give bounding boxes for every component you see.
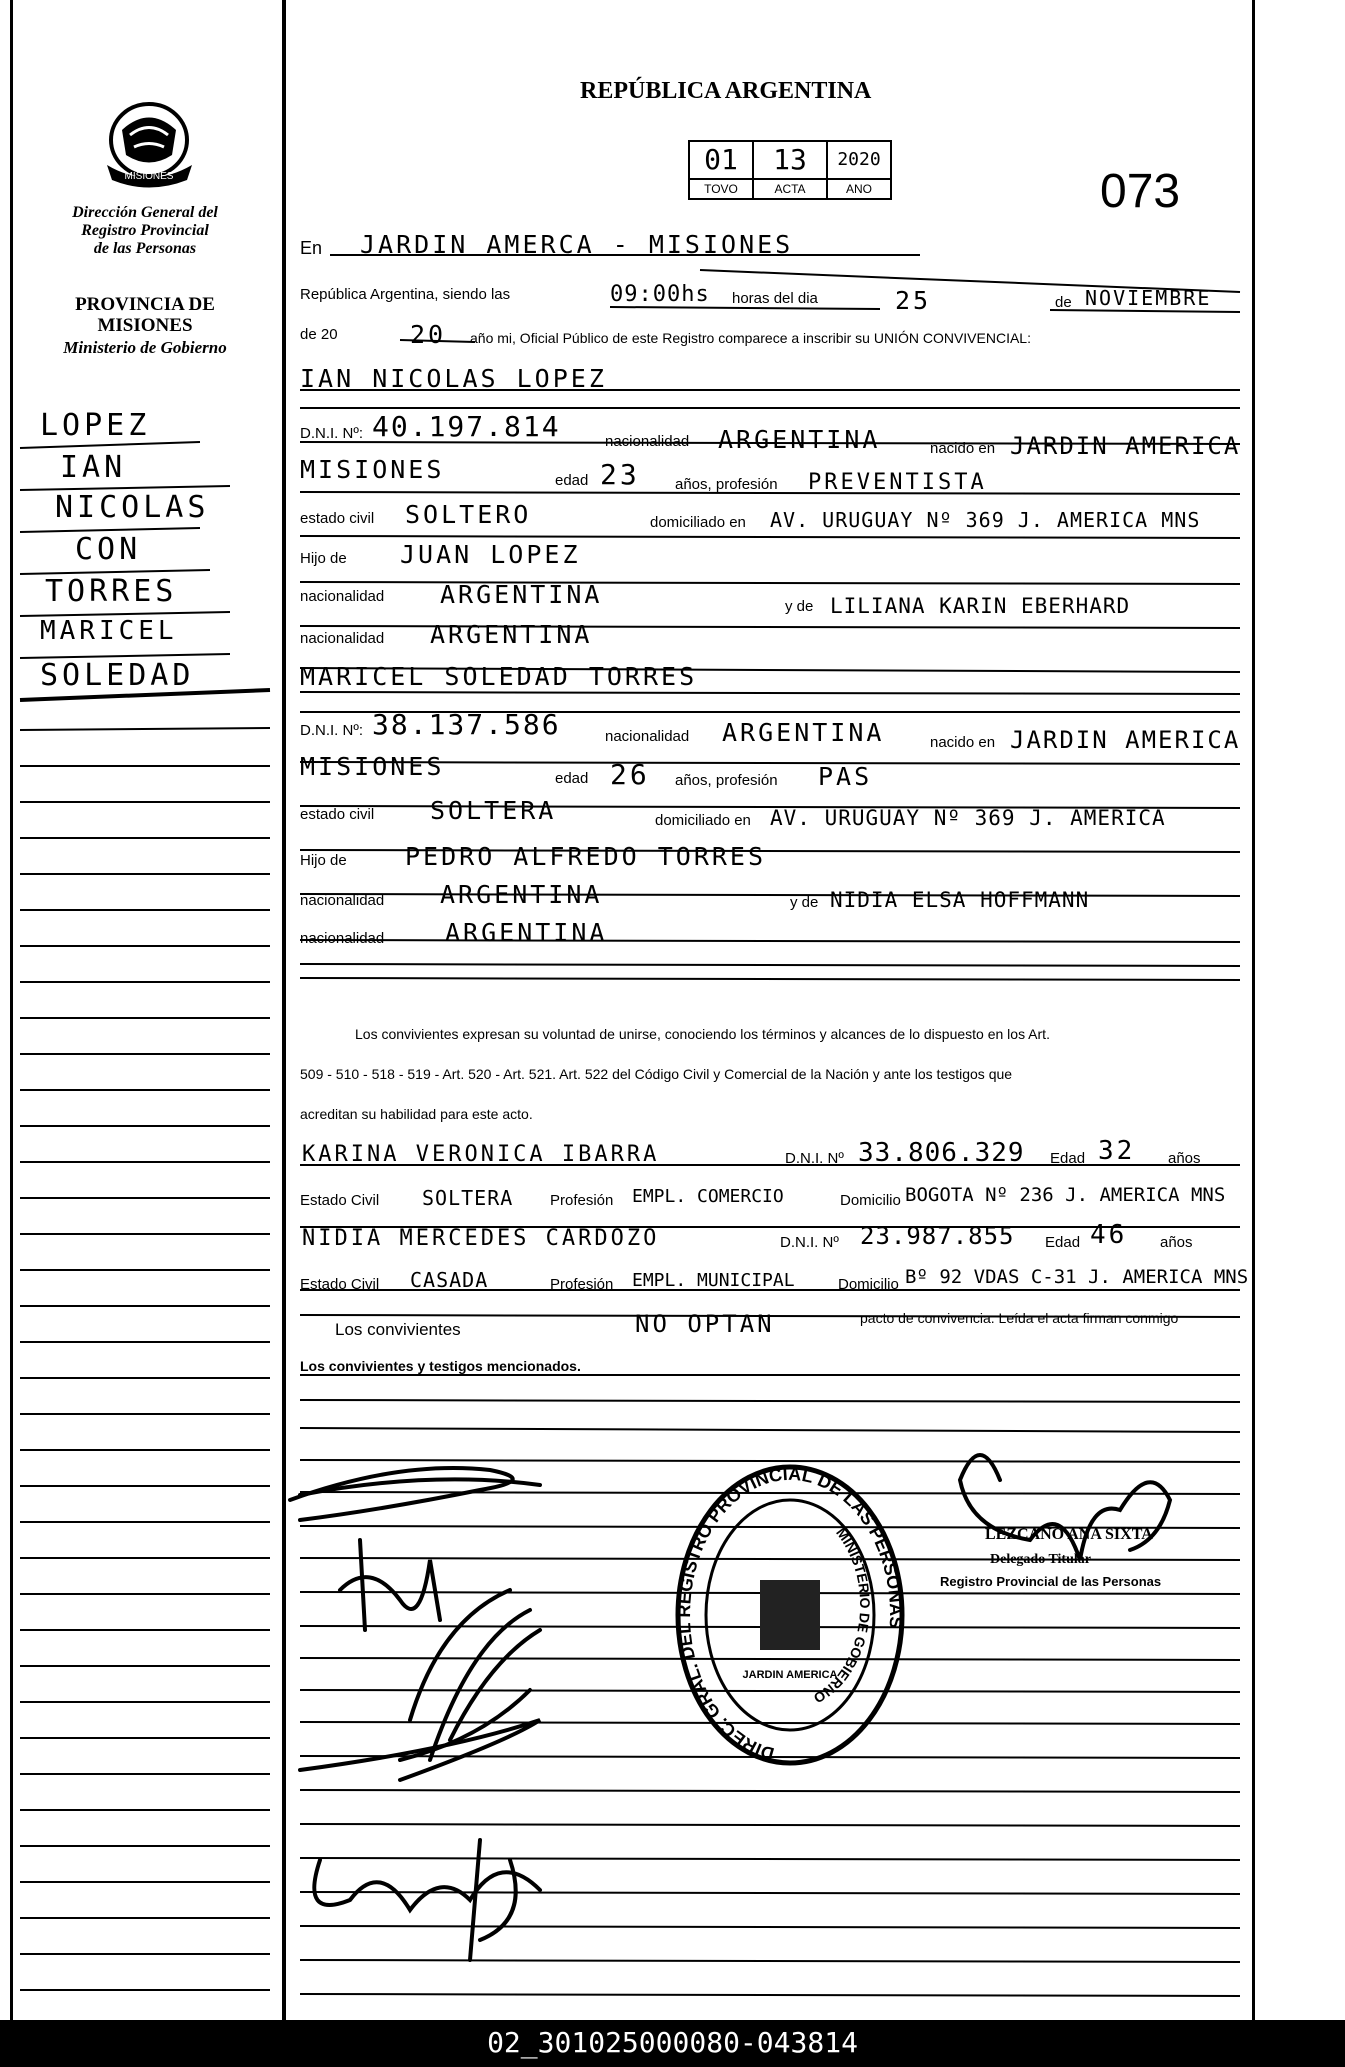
official-title: Delegado Titular <box>990 1552 1091 1567</box>
time-value: 09:00hs <box>610 282 710 307</box>
person2-father-nat: ARGENTINA <box>440 880 603 909</box>
witness1-name: KARINA VERONICA IBARRA <box>302 1142 660 1167</box>
en-label: En <box>300 238 323 258</box>
person1-father: JUAN LOPEZ <box>400 540 581 569</box>
person1-age-label: edad <box>555 472 589 489</box>
legal-line-3: acreditan su habilidad para este acto. <box>300 1106 533 1122</box>
person2-civil-label: estado civil <box>300 806 375 823</box>
closing-suffix: pacto de convivencia. Leída el acta firman conmigo <box>860 1310 1179 1326</box>
person1-nationality: ARGENTINA <box>718 425 881 454</box>
person2-born-in: JARDIN AMERICA <box>1010 726 1241 754</box>
act-number: 073 <box>1100 165 1181 218</box>
person2-born-label: nacido en <box>930 734 996 751</box>
witness1-dom-label: Domicilio <box>840 1192 901 1209</box>
legal-line-1: Los convivientes expresan su voluntad de unirse, conociendo los términos y alcances de lo dispuesto en los Art. <box>355 1026 1050 1042</box>
margin-name-3: NICOLAS <box>55 490 210 525</box>
person1-nat-label: nacionalidad <box>605 433 690 450</box>
country-title: REPÚBLICA ARGENTINA <box>580 78 872 104</box>
person1-dom-label: domiciliado en <box>650 514 746 531</box>
footer-code: 02_301025000080-043814 <box>487 2026 858 2059</box>
person2-dom-label: domiciliado en <box>655 812 751 829</box>
closing-prefix: Los convivientes <box>335 1320 461 1339</box>
closing-choice: NO OPTAN <box>635 1310 775 1338</box>
year-prefix: de 20 <box>300 326 338 343</box>
person2-mother: NIDIA ELSA HOFFMANN <box>830 888 1090 912</box>
province-line-1: PROVINCIA DE <box>75 294 215 315</box>
person2-profession: PAS <box>818 762 873 791</box>
person1-age: 23 <box>600 458 640 491</box>
person1-mother-nat-label: nacionalidad <box>300 630 385 647</box>
witness1-prof-label: Profesión <box>550 1192 614 1209</box>
person1-prof-label: años, profesión <box>675 476 778 493</box>
province-line-2: MISIONES <box>97 315 193 336</box>
witness1-dni: 33.806.329 <box>858 1138 1025 1168</box>
stamp-bottom-text: JARDIN AMERICA <box>742 1669 838 1681</box>
witness2-age: 46 <box>1090 1220 1128 1250</box>
person2-dni: 38.137.586 <box>372 708 561 741</box>
margin-name-2: IAN <box>60 450 127 485</box>
person1-mother-nat: ARGENTINA <box>430 620 593 649</box>
person1-civil: SOLTERO <box>405 500 532 529</box>
person2-father: PEDRO ALFREDO TORRES <box>405 842 767 871</box>
de-label: de <box>1055 294 1072 311</box>
person1-dni-label: D.N.I. Nº: <box>300 425 363 442</box>
margin-name-6: MARICEL <box>40 616 178 646</box>
person1-born-cont: MISIONES <box>300 455 445 484</box>
closing-line-2: Los convivientes y testigos mencionados. <box>300 1358 581 1374</box>
witness1-age-suffix: años <box>1168 1150 1201 1167</box>
witness2-civil-label: Estado Civil <box>300 1276 380 1293</box>
person1-born-label: nacido en <box>930 440 996 457</box>
witness2-domicile: Bº 92 VDAS C-31 J. AMERICA MNS <box>905 1266 1249 1288</box>
tomo-value: 01 <box>688 140 754 180</box>
person2-dni-label: D.N.I. Nº: <box>300 722 363 739</box>
tomo-label: TOVO <box>688 178 754 200</box>
acta-value: 13 <box>752 140 828 180</box>
witness1-dni-label: D.N.I. Nº <box>785 1150 844 1167</box>
witness2-civil: CASADA <box>410 1268 489 1292</box>
person2-nat-label: nacionalidad <box>605 728 690 745</box>
official-stamp <box>670 1460 910 1770</box>
person1-born-in: JARDIN AMERICA <box>1010 432 1241 460</box>
margin-name-4: CON <box>75 532 142 567</box>
person2-father-nat-label: nacionalidad <box>300 892 385 909</box>
person2-and-label: y de <box>790 894 819 911</box>
witness2-profession: EMPL. MUNICIPAL <box>632 1270 795 1291</box>
person2-born-cont: MISIONES <box>300 752 445 781</box>
person1-profession: PREVENTISTA <box>808 470 987 495</box>
witness2-name: NIDIA MERCEDES CARDOZO <box>302 1226 660 1251</box>
witness2-prof-label: Profesión <box>550 1276 614 1293</box>
official-office: Registro Provincial de las Personas <box>940 1574 1162 1589</box>
year-suffix: 20 <box>410 320 447 349</box>
stamp-outer-text: DIREC. GRAL. DEL REGISTRO PROVINCIAL DE LAS PERSONAS <box>673 1463 907 1765</box>
person1-father-nat-label: nacionalidad <box>300 588 385 605</box>
person2-mother-nat: ARGENTINA <box>445 918 608 947</box>
legal-line-2: 509 - 510 - 518 - 519 - Art. 520 - Art. 521. Art. 522 del Código Civil y Comercial de la Nación y ante los testigos que <box>300 1066 1013 1082</box>
margin-name-5: TORRES <box>45 574 178 609</box>
day-value: 25 <box>895 286 932 315</box>
acta-label: ACTA <box>752 178 828 200</box>
official-name: LEZCANO ANA SIXTA <box>985 1526 1153 1543</box>
ministry-label: Ministerio de Gobierno <box>63 338 227 357</box>
person1-dni: 40.197.814 <box>372 410 561 443</box>
person2-domicile: AV. URUGUAY Nº 369 J. AMERICA <box>770 806 1166 830</box>
witness1-age: 32 <box>1098 1136 1136 1166</box>
person1-mother: LILIANA KARIN EBERHARD <box>830 594 1131 618</box>
svg-text:MISIONES: MISIONES <box>124 171 174 182</box>
official-text: año mi, Oficial Público de este Registro comparece a inscribir su UNIÓN CONVIVENCIAL: <box>470 330 1031 346</box>
witness1-civil-label: Estado Civil <box>300 1192 380 1209</box>
person2-age-label: edad <box>555 770 589 787</box>
place-value: JARDIN AMERCA - MISIONES <box>360 230 794 259</box>
witness2-dni-label: D.N.I. Nº <box>780 1234 839 1251</box>
witness1-profession: EMPL. COMERCIO <box>632 1186 784 1207</box>
person2-age: 26 <box>610 758 650 791</box>
person2-civil: SOLTERA <box>430 796 557 825</box>
witness1-civil: SOLTERA <box>422 1186 514 1210</box>
ano-label: ANO <box>826 178 892 200</box>
horas-label: horas del dia <box>732 290 818 307</box>
witness2-dom-label: Domicilio <box>838 1276 899 1293</box>
person1-civil-label: estado civil <box>300 510 375 527</box>
republica-text: República Argentina, siendo las <box>300 286 511 303</box>
agency-line-3: de las Personas <box>93 240 197 257</box>
witness1-age-label: Edad <box>1050 1150 1086 1167</box>
stamp-inner-text: MINISTERIO DE GOBIERNO <box>811 1524 874 1707</box>
person1-father-nat: ARGENTINA <box>440 580 603 609</box>
person1-full-name: IAN NICOLAS LOPEZ <box>300 364 607 393</box>
margin-name-7: SOLEDAD <box>40 658 195 693</box>
margin-name-1: LOPEZ <box>40 408 151 443</box>
person2-mother-nat-label: nacionalidad <box>300 930 385 947</box>
month-value: NOVIEMBRE <box>1085 286 1212 310</box>
person2-son-label: Hijo de <box>300 852 347 869</box>
person1-domicile: AV. URUGUAY Nº 369 J. AMERICA MNS <box>770 508 1201 532</box>
ano-value: 2020 <box>826 140 892 180</box>
person2-nationality: ARGENTINA <box>722 718 885 747</box>
person2-full-name: MARICEL SOLEDAD TORRES <box>300 662 698 691</box>
witness1-domicile: BOGOTA Nº 236 J. AMERICA MNS <box>905 1184 1226 1206</box>
person1-son-label: Hijo de <box>300 550 347 567</box>
agency-line-2: Registro Provincial <box>81 222 209 239</box>
person2-prof-label: años, profesión <box>675 772 778 789</box>
witness2-age-label: Edad <box>1045 1234 1081 1251</box>
agency-line-1: Dirección General del <box>72 204 218 221</box>
witness2-dni: 23.987.855 <box>860 1222 1015 1250</box>
witness2-age-suffix: años <box>1160 1234 1193 1251</box>
person1-and-label: y de <box>785 598 814 615</box>
